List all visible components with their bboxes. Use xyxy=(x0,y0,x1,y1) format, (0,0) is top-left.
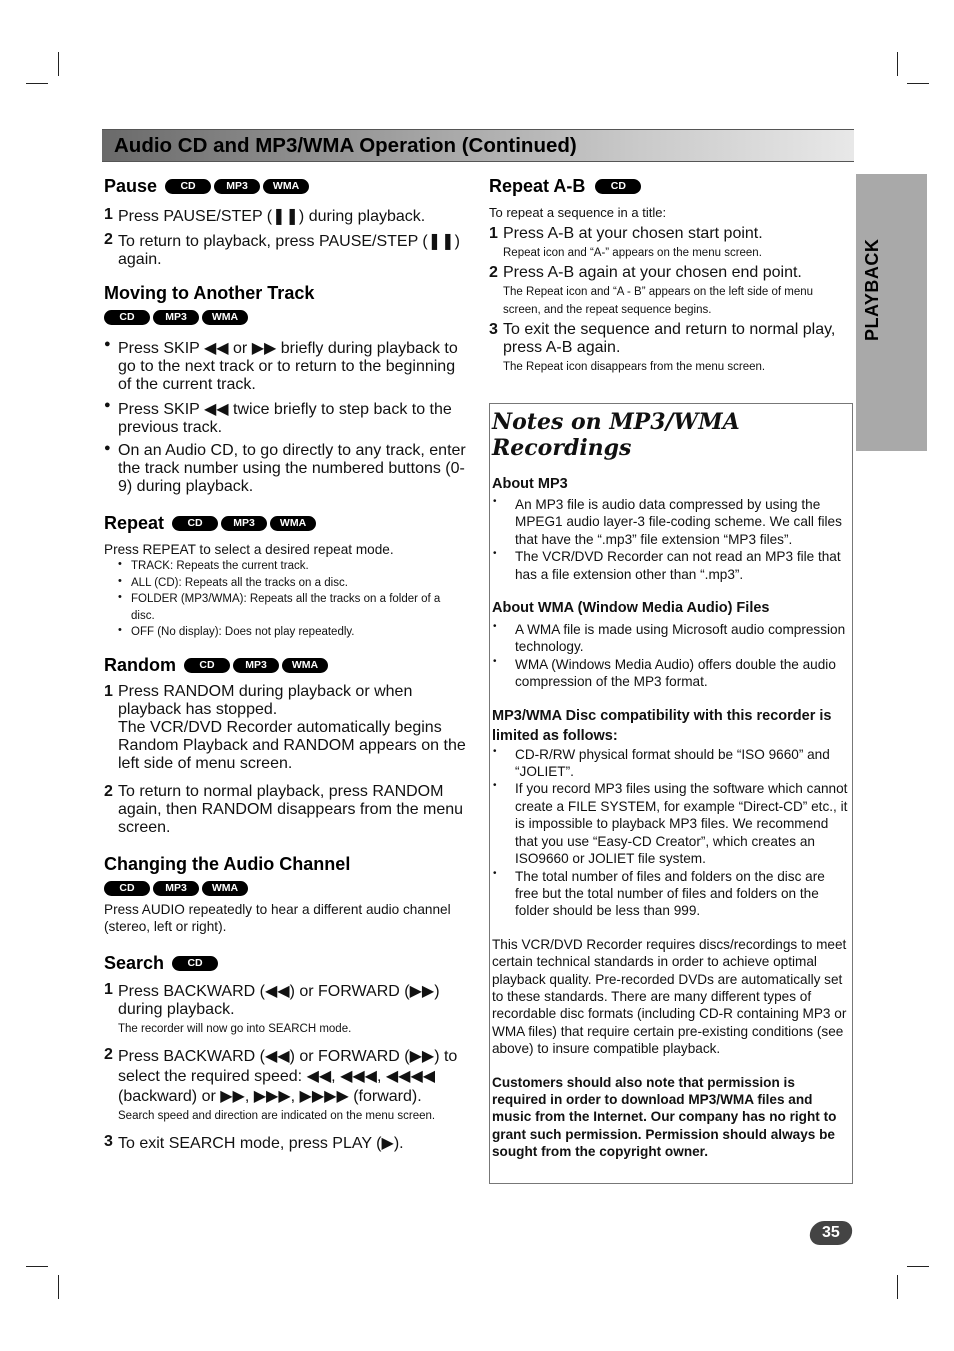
repeat-ab-heading-row xyxy=(489,176,851,197)
cd-badge: CD xyxy=(595,179,641,194)
list-item: • FOLDER (MP3/WMA): Repeats all the tracks on a folder of a disc. xyxy=(118,591,441,622)
list-item: • The VCR/DVD Recorder can not read an MP3 file that has a file extension other than “.mp3”. xyxy=(493,548,841,582)
wma-badge: WMA xyxy=(270,516,316,531)
list-item: • OFF (No display): Does not play repeatedly. xyxy=(118,624,355,639)
mp3-badge: MP3 xyxy=(153,881,199,896)
title-bar xyxy=(102,129,854,162)
list-item: • WMA (Windows Media Audio) offers double the audio compression of the MP3 format. xyxy=(493,655,836,690)
page-number: 35 xyxy=(808,1221,854,1245)
pause-step: 2 To return to playback, press PAUSE/STEP (❚❚) again. xyxy=(104,231,460,268)
list-item: ● Press SKIP ◀◀ or ▶▶ briefly during playback to go to the next track or to return to the beginning of the current track. xyxy=(104,338,458,393)
search-heading: Search xyxy=(104,952,165,973)
search-step: 2 Press BACKWARD (◀◀) or FORWARD (▶▶) to select the required speed: ◀◀, ◀◀◀, ◀◀◀◀ (backward) or ▶▶, ▶▶▶, ▶▶▶▶ (forward). Search speed and direction are indicated on the menu screen. xyxy=(104,1045,458,1122)
page-title: Audio CD and MP3/WMA Operation (Continued) xyxy=(114,134,577,157)
list-item: • The total number of files and folders on the disc are free but the total number of files and folders on the folder should be less than 999. xyxy=(493,867,825,919)
cd-badge: CD xyxy=(172,516,218,531)
audio-channel-badges xyxy=(104,881,248,896)
cd-badge: CD xyxy=(165,179,211,194)
notes-box xyxy=(489,403,853,1184)
notes-paragraph: This VCR/DVD Recorder requires discs/recordings to meet certain technical standards in order to achieve optimal playback quality. Pre-recorded DVDs are automatically set to these standards. There are many different types of recordable disc formats (including CD-R containing MP3 or WMA files) that require certain pre-existing conditions (see above) to insure compatible playback. xyxy=(492,936,847,1057)
repeat-ab-intro: To repeat a sequence in a title: xyxy=(489,205,667,220)
audio-channel-heading: Changing the Audio Channel xyxy=(104,853,351,874)
mp3-badge: MP3 xyxy=(153,310,199,325)
random-heading: Random xyxy=(104,654,176,675)
moving-heading: Moving to Another Track xyxy=(104,283,315,303)
pause-step: 1 Press PAUSE/STEP (❚❚) during playback. xyxy=(104,206,426,225)
repeat-ab-heading: Repeat A-B xyxy=(489,176,586,196)
audio-channel-text: Press AUDIO repeatedly to hear a different audio channel (stereo, left or right). xyxy=(104,901,451,935)
right-column xyxy=(489,176,851,375)
list-item: • An MP3 file is audio data compressed by using the MPEG1 audio layer-3 file-coding scheme. We call files that have the “.mp3” file extension “MP3 files”. xyxy=(493,496,842,547)
crop-mark xyxy=(897,52,898,76)
list-item: • A WMA file is made using Microsoft audio compression technology. xyxy=(493,621,846,655)
wma-badge: WMA xyxy=(202,881,248,896)
mp3-badge: MP3 xyxy=(233,658,279,673)
crop-mark xyxy=(897,1275,898,1299)
repeat-ab-step: 1 Press A-B at your chosen start point. Repeat icon and “A-” appears on the menu screen. xyxy=(489,225,763,260)
cd-badge: CD xyxy=(104,881,150,896)
moving-badges xyxy=(104,310,248,325)
mp3-badge: MP3 xyxy=(214,179,260,194)
about-wma-heading: About WMA (Window Media Audio) Files xyxy=(492,600,770,617)
random-step: 1 Press RANDOM during playback or when playback has stopped. The VCR/DVD Recorder automatically begins Random Playback and RANDOM appears on the left side of menu screen. xyxy=(104,682,466,772)
repeat-ab-step: 3 To exit the sequence and return to normal play, press A-B again. The Repeat icon disappears from the menu screen. xyxy=(489,321,836,374)
pause-heading-row xyxy=(104,176,466,197)
repeat-intro: Press REPEAT to select a desired repeat mode. xyxy=(104,542,394,557)
crop-mark xyxy=(907,1266,929,1267)
repeat-ab-step: 2 Press A-B again at your chosen end point. The Repeat icon and “A - B” appears on the left side of menu screen, and the repeat sequence begins. xyxy=(489,264,814,317)
crop-mark xyxy=(907,83,929,84)
wma-badge: WMA xyxy=(282,658,328,673)
notes-warning: Customers should also note that permission is required in order to download MP3/WMA files and music from the Internet. Our company has no right to grant such permission. Permission should always be sought from the copyright owner. xyxy=(492,1074,837,1160)
crop-mark xyxy=(26,83,48,84)
crop-mark xyxy=(58,1275,59,1299)
repeat-heading-row xyxy=(104,513,466,534)
list-item: • If you record MP3 files using the software which cannot create a FILE SYSTEM, for example “Direct-CD” etc., it is impossible to playback MP3 files. We recommend that you use “Easy-CD Creator”, which creates an ISO9660 or JOLIET file system. xyxy=(493,780,848,867)
repeat-heading: Repeat xyxy=(104,513,165,533)
random-heading-row xyxy=(104,655,466,676)
crop-mark xyxy=(26,1266,48,1267)
list-item: • TRACK: Repeats the current track. xyxy=(118,558,309,573)
list-item: • ALL (CD): Repeats all the tracks on a disc. xyxy=(118,574,348,589)
notes-title: Notes on MP3/WMA Recordings xyxy=(492,409,740,461)
wma-badge: WMA xyxy=(202,310,248,325)
side-tab-label: PLAYBACK xyxy=(862,238,882,341)
list-item: ● Press SKIP ◀◀ twice briefly to step back to the previous track. xyxy=(104,399,452,436)
search-step: 1 Press BACKWARD (◀◀) or FORWARD (▶▶) during playback. The recorder will now go into SEARCH mode. xyxy=(104,980,440,1035)
list-item: ● On an Audio CD, to go directly to any track, enter the track number using the numbered buttons (0-9) during playback. xyxy=(104,442,466,495)
search-step: 3 To exit SEARCH mode, press PLAY (▶). xyxy=(104,1132,404,1152)
list-item: • CD-R/RW physical format should be “ISO 9660” and “JOLIET”. xyxy=(493,745,830,780)
cd-badge: CD xyxy=(104,310,150,325)
about-mp3-heading: About MP3 xyxy=(492,476,568,492)
pause-heading: Pause xyxy=(104,176,158,196)
mp3-badge: MP3 xyxy=(221,516,267,531)
search-heading-row xyxy=(104,953,466,974)
crop-mark xyxy=(58,52,59,76)
random-step: 2 To return to normal playback, press RANDOM again, then RANDOM disappears from the menu screen. xyxy=(104,782,464,836)
wma-badge: WMA xyxy=(263,179,309,194)
cd-badge: CD xyxy=(172,956,218,971)
compat-heading: MP3/WMA Disc compatibility with this recorder is limited as follows: xyxy=(492,707,832,744)
cd-badge: CD xyxy=(184,658,230,673)
left-column xyxy=(104,176,466,1153)
section-side-tab xyxy=(856,174,927,451)
